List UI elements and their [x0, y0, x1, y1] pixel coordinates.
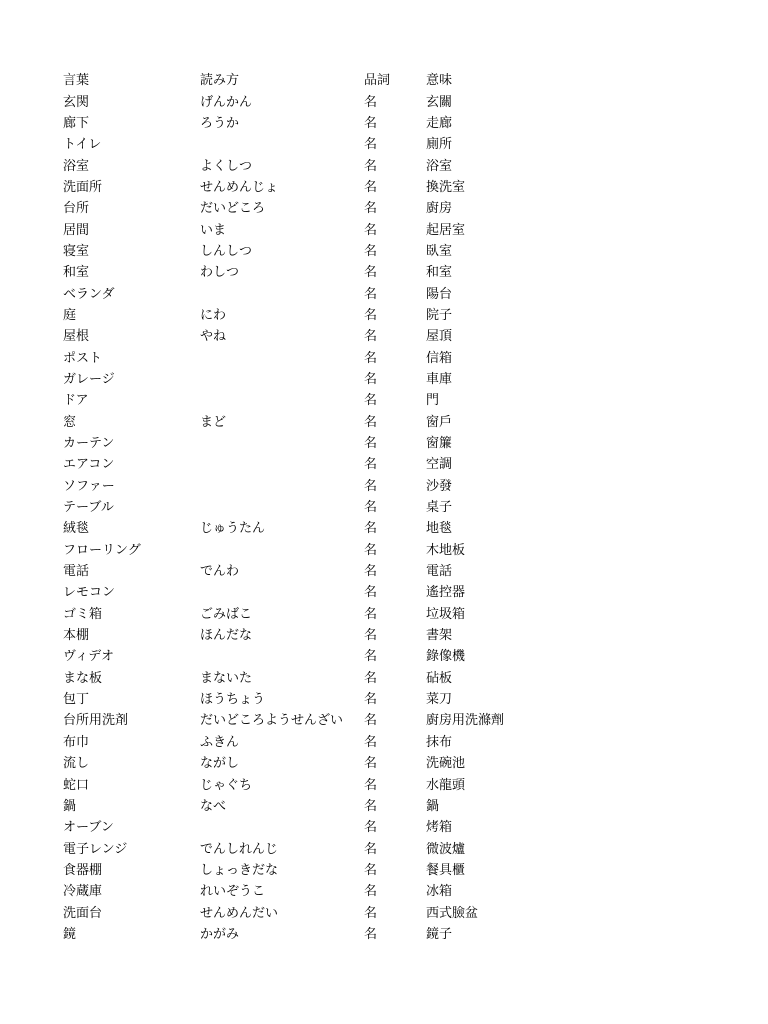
- cell-part-of-speech: 名: [364, 94, 378, 110]
- cell-word: ベランダ: [63, 286, 115, 302]
- table-row: [63, 689, 583, 710]
- cell-reading: だいどころようせんざい: [200, 713, 344, 729]
- cell-word: 包丁: [63, 692, 90, 708]
- cell-word: 居間: [63, 222, 90, 238]
- cell-word: ガレージ: [63, 371, 115, 387]
- cell-reading: しょっきだな: [200, 862, 279, 878]
- cell-word: ソファー: [63, 478, 115, 494]
- table-row: [63, 390, 583, 411]
- table-row: [63, 753, 583, 774]
- cell-word: 蛇口: [63, 777, 90, 793]
- cell-word: ドア: [63, 393, 89, 409]
- table-row: [63, 177, 583, 198]
- table-row: [63, 604, 583, 625]
- cell-reading: げんかん: [200, 94, 253, 110]
- header-part-of-speech: 品詞: [364, 73, 391, 89]
- cell-meaning: 廚房: [426, 201, 453, 217]
- table-row: [63, 902, 583, 923]
- cell-meaning: 玄關: [426, 94, 453, 110]
- table-row: [63, 582, 583, 603]
- cell-word: 食器棚: [63, 862, 103, 878]
- cell-meaning: 浴室: [426, 158, 453, 174]
- cell-meaning: 烤箱: [426, 820, 453, 836]
- cell-meaning: 鏡子: [426, 926, 453, 942]
- cell-meaning: 沙發: [426, 478, 453, 494]
- cell-part-of-speech: 名: [364, 798, 378, 814]
- cell-part-of-speech: 名: [364, 606, 378, 622]
- cell-meaning: 門: [426, 393, 440, 409]
- table-row: [63, 412, 583, 433]
- cell-meaning: 西式臉盆: [426, 905, 479, 921]
- cell-part-of-speech: 名: [364, 414, 378, 430]
- cell-meaning: 遙控器: [426, 585, 466, 601]
- cell-part-of-speech: 名: [364, 307, 378, 323]
- cell-meaning: 地毯: [426, 521, 453, 537]
- cell-part-of-speech: 名: [364, 222, 378, 238]
- table-row: [63, 347, 583, 368]
- cell-reading: ろうか: [200, 115, 240, 131]
- cell-word: ゴミ箱: [63, 606, 103, 622]
- cell-reading: しんしつ: [200, 243, 253, 259]
- cell-meaning: 換洗室: [426, 179, 466, 195]
- table-row: [63, 476, 583, 497]
- cell-meaning: 和室: [426, 265, 453, 281]
- cell-meaning: 院子: [426, 307, 453, 323]
- cell-word: 冷蔵庫: [63, 884, 103, 900]
- cell-meaning: 走廊: [426, 115, 453, 131]
- cell-part-of-speech: 名: [364, 734, 378, 750]
- cell-part-of-speech: 名: [364, 393, 378, 409]
- cell-meaning: 信箱: [426, 350, 453, 366]
- table-row: [63, 881, 583, 902]
- table-row: [63, 860, 583, 881]
- table-row: [63, 454, 583, 475]
- cell-word: エアコン: [63, 457, 115, 473]
- cell-part-of-speech: 名: [364, 265, 378, 281]
- cell-part-of-speech: 名: [364, 820, 378, 836]
- cell-reading: でんしれんじ: [200, 841, 279, 857]
- header-word: 言葉: [63, 73, 90, 89]
- cell-reading: まど: [200, 414, 227, 430]
- cell-reading: じゅうたん: [200, 521, 266, 537]
- cell-word: 台所: [63, 201, 90, 217]
- cell-reading: だいどころ: [200, 201, 266, 217]
- cell-meaning: 抹布: [426, 734, 453, 750]
- cell-meaning: 廚房用洗滌劑: [426, 713, 505, 729]
- table-row: [63, 305, 583, 326]
- cell-reading: ほうちょう: [200, 692, 266, 708]
- cell-part-of-speech: 名: [364, 179, 378, 195]
- table-row: [63, 838, 583, 859]
- table-row: [63, 518, 583, 539]
- cell-reading: せんめんだい: [200, 905, 279, 921]
- cell-meaning: 垃圾箱: [426, 606, 466, 622]
- cell-part-of-speech: 名: [364, 137, 378, 153]
- cell-part-of-speech: 名: [364, 286, 378, 302]
- cell-meaning: 空調: [426, 457, 453, 473]
- cell-word: ポスト: [63, 350, 103, 366]
- cell-word: オーブン: [63, 820, 114, 836]
- cell-word: 洗面台: [63, 905, 103, 921]
- cell-word: まな板: [63, 670, 103, 686]
- table-row: [63, 369, 583, 390]
- cell-word: 廊下: [63, 115, 90, 131]
- cell-word: 本棚: [63, 628, 90, 644]
- cell-word: フローリング: [63, 542, 141, 558]
- cell-part-of-speech: 名: [364, 350, 378, 366]
- cell-word: 庭: [63, 307, 77, 323]
- cell-word: 絨毯: [63, 521, 90, 537]
- cell-reading: せんめんじょ: [200, 179, 279, 195]
- table-row: [63, 283, 583, 304]
- cell-word: 浴室: [63, 158, 90, 174]
- cell-meaning: 起居室: [426, 222, 466, 238]
- cell-part-of-speech: 名: [364, 542, 378, 558]
- cell-reading: れいぞうこ: [200, 884, 266, 900]
- table-row: [63, 668, 583, 689]
- table-row: [63, 497, 583, 518]
- cell-part-of-speech: 名: [364, 649, 378, 665]
- table-row: [63, 155, 583, 176]
- cell-reading: やね: [200, 329, 227, 345]
- cell-word: ヴィデオ: [63, 649, 114, 665]
- cell-reading: にわ: [200, 307, 227, 323]
- table-row: [63, 219, 583, 240]
- vocabulary-table: [63, 70, 583, 945]
- cell-part-of-speech: 名: [364, 628, 378, 644]
- table-row: [63, 262, 583, 283]
- cell-word: 玄関: [63, 94, 90, 110]
- table-row: [63, 241, 583, 262]
- cell-meaning: 水龍頭: [426, 777, 466, 793]
- table-row: [63, 924, 583, 945]
- table-row: [63, 326, 583, 347]
- cell-part-of-speech: 名: [364, 201, 378, 217]
- cell-part-of-speech: 名: [364, 457, 378, 473]
- cell-meaning: 菜刀: [426, 692, 453, 708]
- cell-part-of-speech: 名: [364, 500, 378, 516]
- table-row: [63, 433, 583, 454]
- cell-reading: わしつ: [200, 265, 240, 281]
- table-row: [63, 113, 583, 134]
- cell-word: 電話: [63, 564, 90, 580]
- cell-reading: じゃぐち: [200, 777, 253, 793]
- cell-reading: ふきん: [200, 734, 240, 750]
- cell-part-of-speech: 名: [364, 436, 378, 452]
- cell-meaning: 砧板: [426, 670, 453, 686]
- table-row: [63, 646, 583, 667]
- table-row: [63, 134, 583, 155]
- cell-meaning: 電話: [426, 564, 453, 580]
- cell-part-of-speech: 名: [364, 884, 378, 900]
- cell-reading: よくしつ: [200, 158, 253, 174]
- cell-part-of-speech: 名: [364, 841, 378, 857]
- table-row: [63, 774, 583, 795]
- cell-word: テーブル: [63, 500, 114, 516]
- cell-word: トイレ: [63, 137, 102, 153]
- cell-reading: まないた: [200, 670, 253, 686]
- cell-word: 和室: [63, 265, 90, 281]
- cell-meaning: 錄像機: [426, 649, 466, 665]
- cell-word: 台所用洗剤: [63, 713, 129, 729]
- cell-part-of-speech: 名: [364, 862, 378, 878]
- cell-part-of-speech: 名: [364, 371, 378, 387]
- cell-part-of-speech: 名: [364, 329, 378, 345]
- cell-word: 鏡: [63, 926, 77, 942]
- cell-part-of-speech: 名: [364, 777, 378, 793]
- cell-word: 洗面所: [63, 179, 103, 195]
- cell-meaning: 桌子: [426, 500, 453, 516]
- cell-meaning: 餐具櫃: [426, 862, 466, 878]
- cell-meaning: 窗簾: [426, 436, 453, 452]
- cell-word: カーテン: [63, 436, 115, 452]
- cell-word: 屋根: [63, 329, 90, 345]
- cell-reading: ほんだな: [200, 628, 253, 644]
- cell-word: 布巾: [63, 734, 90, 750]
- cell-meaning: 鍋: [426, 798, 440, 814]
- cell-meaning: 屋頂: [426, 329, 453, 345]
- cell-reading: なべ: [200, 798, 227, 814]
- table-row: [63, 540, 583, 561]
- cell-meaning: 木地板: [426, 542, 466, 558]
- table-row: [63, 732, 583, 753]
- cell-part-of-speech: 名: [364, 692, 378, 708]
- cell-meaning: 廁所: [426, 137, 453, 153]
- table-row: [63, 796, 583, 817]
- header-reading: 読み方: [200, 73, 240, 89]
- cell-word: 鍋: [63, 798, 77, 814]
- cell-reading: ごみばこ: [200, 606, 253, 622]
- cell-reading: かがみ: [200, 926, 240, 942]
- cell-part-of-speech: 名: [364, 115, 378, 131]
- cell-part-of-speech: 名: [364, 713, 378, 729]
- table-row: [63, 710, 583, 731]
- cell-part-of-speech: 名: [364, 158, 378, 174]
- cell-part-of-speech: 名: [364, 521, 378, 537]
- cell-part-of-speech: 名: [364, 585, 378, 601]
- header-meaning: 意味: [426, 73, 453, 89]
- cell-meaning: 微波爐: [426, 841, 466, 857]
- cell-part-of-speech: 名: [364, 926, 378, 942]
- table-row: [63, 561, 583, 582]
- cell-reading: いま: [200, 222, 227, 238]
- cell-part-of-speech: 名: [364, 243, 378, 259]
- header-row: [63, 70, 583, 91]
- cell-reading: でんわ: [200, 564, 240, 580]
- cell-meaning: 車庫: [426, 371, 453, 387]
- cell-meaning: 洗碗池: [426, 756, 466, 772]
- cell-word: 流し: [63, 756, 90, 772]
- cell-part-of-speech: 名: [364, 905, 378, 921]
- table-body: [63, 91, 583, 945]
- cell-part-of-speech: 名: [364, 564, 378, 580]
- cell-reading: ながし: [200, 756, 240, 772]
- cell-meaning: 窗戶: [426, 414, 453, 430]
- table-row: [63, 625, 583, 646]
- cell-word: 窓: [63, 414, 77, 430]
- cell-part-of-speech: 名: [364, 670, 378, 686]
- table-row: [63, 198, 583, 219]
- cell-part-of-speech: 名: [364, 478, 378, 494]
- table-row: [63, 91, 583, 112]
- cell-meaning: 陽台: [426, 286, 453, 302]
- cell-word: 電子レンジ: [63, 841, 128, 857]
- cell-meaning: 冰箱: [426, 884, 453, 900]
- cell-part-of-speech: 名: [364, 756, 378, 772]
- cell-word: 寝室: [63, 243, 90, 259]
- table-row: [63, 817, 583, 838]
- cell-word: レモコン: [63, 585, 116, 601]
- cell-meaning: 書架: [426, 628, 453, 644]
- cell-meaning: 臥室: [426, 243, 453, 259]
